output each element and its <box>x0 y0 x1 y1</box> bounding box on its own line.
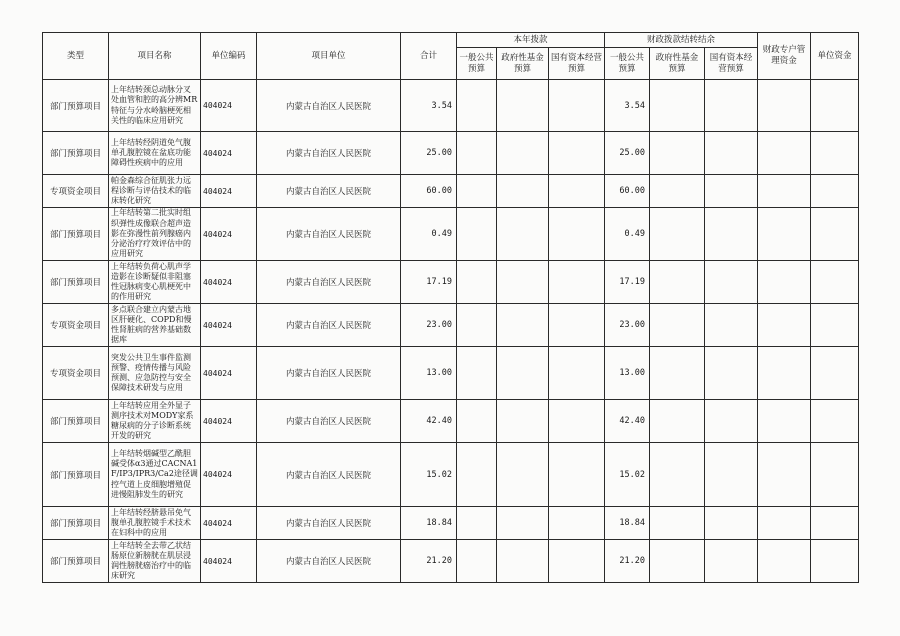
row-carry-general: 42.40 <box>605 400 650 443</box>
row-project-unit: 内蒙古自治区人民医院 <box>257 304 401 347</box>
row-unit-code: 404024 <box>201 443 257 507</box>
row-total: 25.00 <box>401 132 457 175</box>
row-type: 部门预算项目 <box>43 443 109 507</box>
row-type: 部门预算项目 <box>43 80 109 132</box>
row-unit-code: 404024 <box>201 304 257 347</box>
table-row <box>43 175 859 208</box>
table-row <box>43 347 859 400</box>
row-project-unit: 内蒙古自治区人民医院 <box>257 507 401 540</box>
row-carry-general: 25.00 <box>605 132 650 175</box>
budget-table <box>42 32 859 583</box>
row-total: 15.02 <box>401 443 457 507</box>
header-project-name: 项目名称 <box>109 33 201 80</box>
row-total: 60.00 <box>401 175 457 208</box>
header-state-capital: 国有资本经营预算 <box>549 48 605 80</box>
header-state-capital-carry: 国有资本经营预算 <box>705 48 758 80</box>
row-project-unit: 内蒙古自治区人民医院 <box>257 443 401 507</box>
header-general-budget: 一般公共预算 <box>457 48 497 80</box>
row-project-unit: 内蒙古自治区人民医院 <box>257 175 401 208</box>
header-general-budget-carry: 一般公共预算 <box>605 48 650 80</box>
table-row <box>43 540 859 583</box>
table-row <box>43 132 859 175</box>
header-gov-fund: 政府性基金预算 <box>497 48 549 80</box>
row-type: 专项资金项目 <box>43 175 109 208</box>
row-project-unit: 内蒙古自治区人民医院 <box>257 540 401 583</box>
row-project-unit: 内蒙古自治区人民医院 <box>257 347 401 400</box>
row-project-name: 多点联合建立内蒙古地区肝硬化、COPD和慢性肾脏病的营养基础数据库 <box>109 304 201 347</box>
row-unit-code: 404024 <box>201 347 257 400</box>
header-project-unit: 项目单位 <box>257 33 401 80</box>
row-project-name: 上年结转全去带乙状结肠原位新膀胱在肌层浸润性膀胱癌治疗中的临床研究 <box>109 540 201 583</box>
row-project-name: 突发公共卫生事件监测预警、疫情传播与风险预测、应急防控与安全保障技术研发与应用 <box>109 347 201 400</box>
row-project-name: 上年结转负荷心肌声学造影在诊断疑似非阻塞性冠脉病变心肌梗死中的作用研究 <box>109 261 201 304</box>
row-project-unit: 内蒙古自治区人民医院 <box>257 400 401 443</box>
row-carry-general: 23.00 <box>605 304 650 347</box>
row-carry-general: 3.54 <box>605 80 650 132</box>
row-project-unit: 内蒙古自治区人民医院 <box>257 132 401 175</box>
row-project-name: 帕金森综合征肌张力远程诊断与评估技术的临床转化研究 <box>109 175 201 208</box>
row-type: 部门预算项目 <box>43 507 109 540</box>
row-unit-code: 404024 <box>201 208 257 261</box>
row-carry-general: 13.00 <box>605 347 650 400</box>
row-type: 专项资金项目 <box>43 347 109 400</box>
row-carry-general: 60.00 <box>605 175 650 208</box>
row-project-unit: 内蒙古自治区人民医院 <box>257 261 401 304</box>
header-current-year: 本年拨款 <box>457 33 605 48</box>
row-carry-general: 21.20 <box>605 540 650 583</box>
row-project-unit: 内蒙古自治区人民医院 <box>257 80 401 132</box>
row-total: 3.54 <box>401 80 457 132</box>
header-unit-funds: 单位资金 <box>811 33 859 80</box>
row-project-name: 上年结转颈总动脉分叉处血管和腔的高分辨MR特征与分水岭脑梗死相关性的临床应用研究 <box>109 80 201 132</box>
row-total: 42.40 <box>401 400 457 443</box>
row-project-name: 上年结转经脐悬吊免气腹单孔腹腔镜手术技术在妇科中的应用 <box>109 507 201 540</box>
row-unit-code: 404024 <box>201 261 257 304</box>
header-total: 合计 <box>401 33 457 80</box>
row-total: 13.00 <box>401 347 457 400</box>
row-type: 部门预算项目 <box>43 540 109 583</box>
row-total: 18.84 <box>401 507 457 540</box>
header-type: 类型 <box>43 33 109 80</box>
table-row <box>43 443 859 507</box>
table-row <box>43 261 859 304</box>
row-project-name: 上年结转经阴道免气腹单孔腹腔镜在盆底功能障碍性疾病中的应用 <box>109 132 201 175</box>
table-row <box>43 80 859 132</box>
row-carry-general: 0.49 <box>605 208 650 261</box>
row-type: 部门预算项目 <box>43 132 109 175</box>
row-unit-code: 404024 <box>201 540 257 583</box>
row-type: 部门预算项目 <box>43 261 109 304</box>
header-gov-fund-carry: 政府性基金预算 <box>650 48 705 80</box>
row-unit-code: 404024 <box>201 80 257 132</box>
row-unit-code: 404024 <box>201 507 257 540</box>
row-project-name: 上年结转烟碱型乙酰胆碱受体α3通过CACNA1F/IP3/IPR3/Ca2途径调控气道上皮细胞增殖促进慢阻肺发生的研究 <box>109 443 201 507</box>
row-project-name: 上年结转应用全外显子测序技术对MODY家系糖尿病的分子诊断系统开发的研究 <box>109 400 201 443</box>
header-unit-code: 单位编码 <box>201 33 257 80</box>
row-type: 部门预算项目 <box>43 208 109 261</box>
row-carry-general: 18.84 <box>605 507 650 540</box>
table-row <box>43 400 859 443</box>
row-type: 专项资金项目 <box>43 304 109 347</box>
table-row <box>43 507 859 540</box>
row-carry-general: 17.19 <box>605 261 650 304</box>
row-unit-code: 404024 <box>201 400 257 443</box>
row-total: 0.49 <box>401 208 457 261</box>
row-project-name: 上年结转第二批实时组织弹性成像联合超声造影在弥漫性前列腺癌内分泌治疗疗效评估中的应用研究 <box>109 208 201 261</box>
row-total: 21.20 <box>401 540 457 583</box>
row-total: 17.19 <box>401 261 457 304</box>
table-row <box>43 208 859 261</box>
table-row <box>43 304 859 347</box>
row-total: 23.00 <box>401 304 457 347</box>
row-type: 部门预算项目 <box>43 400 109 443</box>
header-special-mgmt: 财政专户管理资金 <box>758 33 811 80</box>
header-carryover: 财政拨款结转结余 <box>605 33 758 48</box>
row-unit-code: 404024 <box>201 132 257 175</box>
row-unit-code: 404024 <box>201 175 257 208</box>
row-carry-general: 15.02 <box>605 443 650 507</box>
row-project-unit: 内蒙古自治区人民医院 <box>257 208 401 261</box>
